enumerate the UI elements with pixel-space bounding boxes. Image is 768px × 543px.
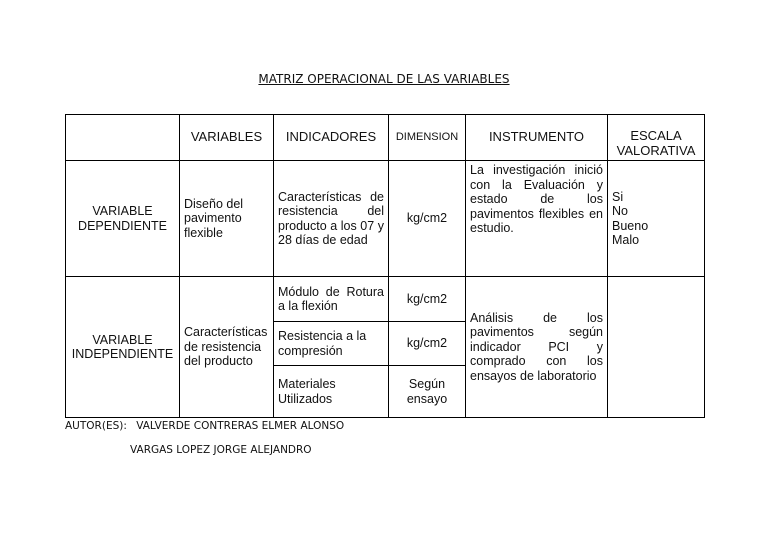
table-row-dependiente xyxy=(66,161,705,277)
author-1: VALVERDE CONTRERAS ELMER ALONSO xyxy=(136,420,345,432)
author-2: VARGAS LOPEZ JORGE ALEJANDRO xyxy=(130,444,312,456)
document-title: MATRIZ OPERACIONAL DE LAS VARIABLES xyxy=(258,72,510,86)
independiente-indicador-2: Resistencia a la compresión xyxy=(274,322,389,366)
escala-option: Malo xyxy=(612,233,640,247)
header-indicadores: INDICADORES xyxy=(274,115,389,161)
independiente-instrumento: Análisis de los pavimentos según indicador PCI y comprado con los ensayos de laboratorio xyxy=(466,277,608,418)
escala-option: Si xyxy=(612,189,624,204)
independiente-indicador-3: Materiales Utilizados xyxy=(274,366,389,418)
header-row xyxy=(66,115,705,161)
table-row-independiente-1 xyxy=(66,277,705,322)
header-instrumento: INSTRUMENTO xyxy=(466,115,608,161)
author-line-2 xyxy=(130,444,312,456)
authors-label: AUTOR(ES): xyxy=(65,420,127,432)
author-line-1 xyxy=(65,420,344,432)
dependiente-variable: Diseño del pavimento flexible xyxy=(180,161,274,277)
escala-option: No xyxy=(612,204,628,218)
independiente-dimension-2: kg/cm2 xyxy=(389,322,466,366)
dependiente-dimension: kg/cm2 xyxy=(389,161,466,277)
variable-dependiente-label: VARIABLE DEPENDIENTE xyxy=(66,161,180,277)
header-dimension: DIMENSION xyxy=(389,115,466,161)
independiente-variable: Características de resistencia del producto xyxy=(180,277,274,418)
independiente-indicador-1: Módulo de Rotura a la flexión xyxy=(274,277,389,322)
independiente-dimension-3: Según ensayo xyxy=(389,366,466,418)
escala-option: Bueno xyxy=(612,218,649,233)
operational-matrix-table xyxy=(65,114,705,418)
header-empty-cell xyxy=(66,115,180,161)
header-escala: ESCALA VALORATIVA xyxy=(608,115,705,161)
header-variables: VARIABLES xyxy=(180,115,274,161)
dependiente-indicador: Características de resistencia del producto a los 07 y 28 días de edad xyxy=(274,161,389,277)
dependiente-escala xyxy=(608,161,705,277)
dependiente-instrumento: La investigación inició con la Evaluación y estado de los pavimentos flexibles en estudio. xyxy=(466,161,608,277)
independiente-escala xyxy=(608,277,705,418)
variable-independiente-label: VARIABLE INDEPENDIENTE xyxy=(66,277,180,418)
independiente-dimension-1: kg/cm2 xyxy=(389,277,466,322)
